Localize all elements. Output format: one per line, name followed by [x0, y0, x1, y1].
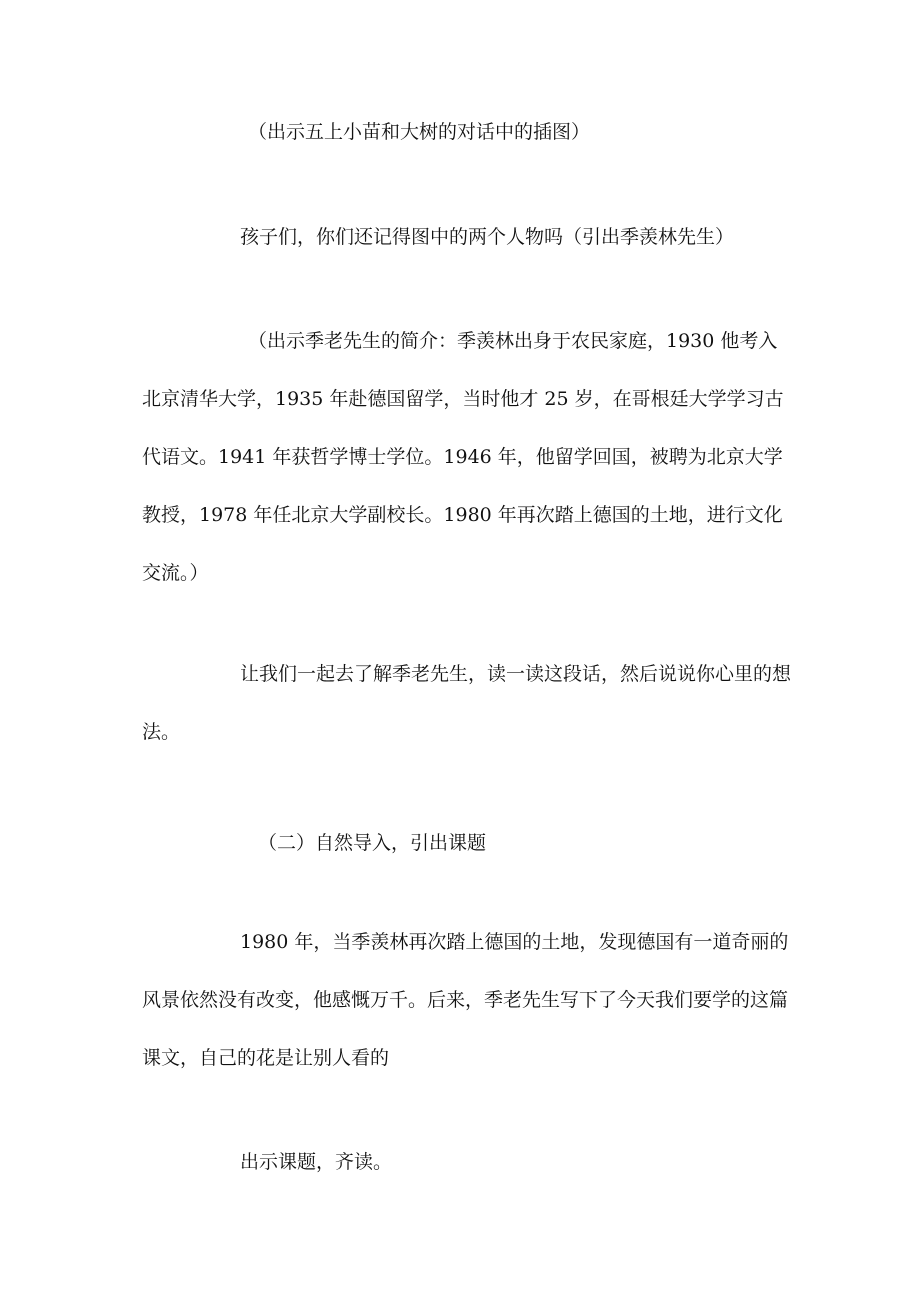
- text-line: （二）自然导入，引出课题: [258, 832, 487, 854]
- paragraph-instruction: [142, 645, 791, 761]
- paragraph-biography: [142, 312, 784, 602]
- text-line: 交流。）: [142, 562, 209, 584]
- text-line: 出示课题，齐读。: [240, 1151, 393, 1173]
- text-line: 风景依然没有改变，他感慨万千。后来，季老先生写下了今天我们要学的这篇: [142, 989, 789, 1011]
- paragraph-reading: [240, 1133, 392, 1191]
- paragraph-introduction: [142, 913, 788, 1087]
- text-line: 教授，1978 年任北京大学副校长。1980 年再次踏上德国的土地，进行文化: [142, 504, 783, 526]
- paragraph-question: [240, 208, 734, 266]
- text-line: 代语文。1941 年获哲学博士学位。1946 年，他留学回国，被聘为北京大学: [142, 446, 783, 468]
- section-heading: [258, 814, 486, 872]
- text-line: 1980 年，当季羡林再次踏上德国的土地，发现德国有一道奇丽的: [240, 931, 789, 953]
- text-line: 法。: [142, 721, 181, 743]
- text-line: 北京清华大学，1935 年赴德国留学，当时他才 25 岁，在哥根廷大学学习古: [142, 388, 784, 410]
- text-line: （出示季老先生的简介：季羡林出身于农民家庭，1930 他考入: [248, 330, 778, 352]
- text-line: （出示五上小苗和大树的对话中的插图）: [248, 121, 591, 143]
- text-line: 让我们一起去了解季老先生，读一读这段话，然后说说你心里的想: [240, 663, 792, 685]
- text-line: 课文，自己的花是让别人看的: [142, 1047, 390, 1069]
- paragraph-illustration-note: [248, 103, 590, 161]
- text-line: 孩子们，你们还记得图中的两个人物吗（引出季羡林先生）: [240, 226, 735, 248]
